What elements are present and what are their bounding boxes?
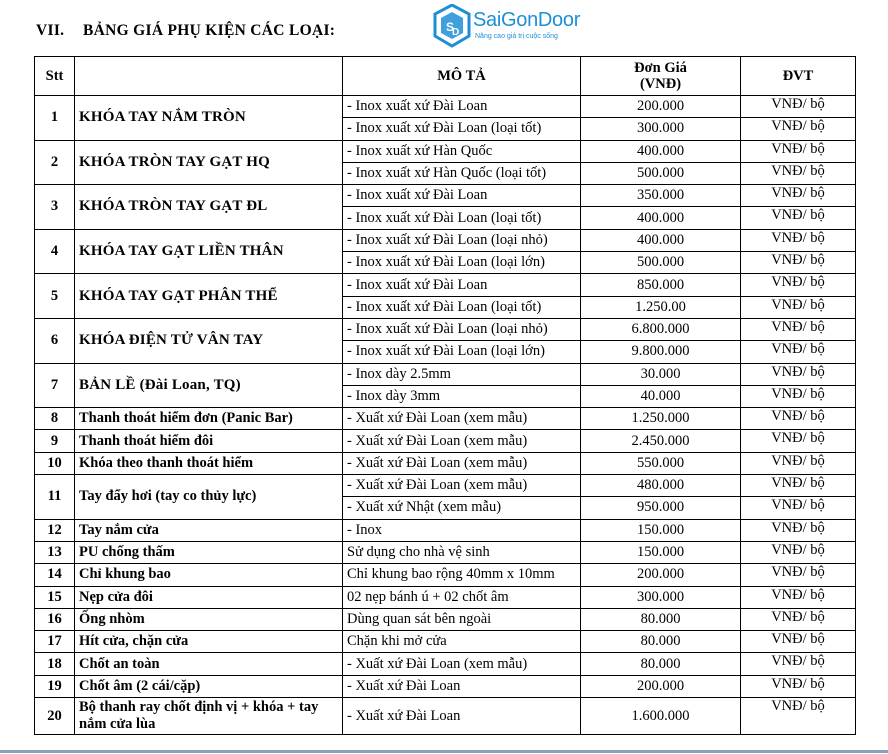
- row-product-name: Chốt an toàn: [75, 653, 343, 675]
- table-row: [35, 675, 856, 697]
- table-row: [35, 185, 856, 207]
- row-stt: 20: [35, 698, 75, 735]
- row-unit: VNĐ/ bộ: [741, 430, 856, 452]
- row-description: - Xuất xứ Đài Loan: [343, 675, 581, 697]
- row-description: - Xuất xứ Đài Loan (xem mẫu): [343, 408, 581, 430]
- row-unit: VNĐ/ bộ: [741, 586, 856, 608]
- saigondoor-logo-icon: [433, 4, 471, 48]
- row-description: - Inox xuất xứ Hàn Quốc: [343, 140, 581, 162]
- row-product-name: Khóa theo thanh thoát hiểm: [75, 452, 343, 474]
- row-stt: 7: [35, 363, 75, 408]
- table-row: [35, 408, 856, 430]
- table-row: [35, 541, 856, 563]
- row-product-name: Chỉ khung bao: [75, 564, 343, 586]
- row-unit: VNĐ/ bộ: [741, 385, 856, 407]
- row-description: Sử dụng cho nhà vệ sinh: [343, 541, 581, 563]
- row-unit: VNĐ/ bộ: [741, 475, 856, 497]
- row-stt: 18: [35, 653, 75, 675]
- header-price-line1: Đơn Giá: [634, 60, 687, 76]
- table-row: [35, 229, 856, 251]
- row-price: 40.000: [581, 385, 741, 407]
- row-stt: 11: [35, 475, 75, 520]
- row-unit: VNĐ/ bộ: [741, 118, 856, 140]
- row-unit: VNĐ/ bộ: [741, 564, 856, 586]
- row-unit: VNĐ/ bộ: [741, 363, 856, 385]
- row-description: Chỉ khung bao rộng 40mm x 10mm: [343, 564, 581, 586]
- row-stt: 9: [35, 430, 75, 452]
- row-stt: 2: [35, 140, 75, 185]
- brand-logo: [433, 4, 593, 48]
- row-stt: 12: [35, 519, 75, 541]
- table-row: [35, 274, 856, 296]
- row-description: - Inox xuất xứ Đài Loan: [343, 274, 581, 296]
- row-price: 1.250.000: [581, 408, 741, 430]
- row-stt: 14: [35, 564, 75, 586]
- row-price: 200.000: [581, 564, 741, 586]
- row-stt: 4: [35, 229, 75, 274]
- row-description: - Xuất xứ Đài Loan (xem mẫu): [343, 653, 581, 675]
- table-body: [35, 96, 856, 735]
- row-unit: VNĐ/ bộ: [741, 140, 856, 162]
- row-product-name: Tay nắm cửa: [75, 519, 343, 541]
- row-description: - Inox: [343, 519, 581, 541]
- row-description: Dùng quan sát bên ngoài: [343, 608, 581, 630]
- row-product-name: Ống nhòm: [75, 608, 343, 630]
- table-row: [35, 140, 856, 162]
- row-price: 400.000: [581, 207, 741, 229]
- row-unit: VNĐ/ bộ: [741, 252, 856, 274]
- row-price: 2.450.000: [581, 430, 741, 452]
- row-price: 850.000: [581, 274, 741, 296]
- header-name: [75, 57, 343, 96]
- page-bottom-rule: [0, 750, 888, 753]
- row-unit: VNĐ/ bộ: [741, 341, 856, 363]
- row-unit: VNĐ/ bộ: [741, 185, 856, 207]
- section-title-text: BẢNG GIÁ PHỤ KIỆN CÁC LOẠI:: [83, 22, 336, 39]
- row-unit: VNĐ/ bộ: [741, 519, 856, 541]
- row-product-name: KHÓA TRÒN TAY GẠT HQ: [75, 140, 343, 185]
- logo-brand-name: SaiGonDoor: [473, 9, 581, 31]
- table-header-row: [35, 57, 856, 96]
- row-description: 02 nẹp bánh ú + 02 chốt âm: [343, 586, 581, 608]
- table-row: [35, 631, 856, 653]
- row-product-name: KHÓA TRÒN TAY GẠT ĐL: [75, 185, 343, 230]
- row-product-name: Hít cửa, chặn cửa: [75, 631, 343, 653]
- row-description: - Inox xuất xứ Đài Loan: [343, 96, 581, 118]
- row-product-name: Chốt âm (2 cái/cặp): [75, 675, 343, 697]
- row-price: 80.000: [581, 653, 741, 675]
- row-product-name: KHÓA ĐIỆN TỬ VÂN TAY: [75, 318, 343, 363]
- table-row: [35, 475, 856, 497]
- row-description: - Inox xuất xứ Đài Loan (loại nhỏ): [343, 318, 581, 340]
- section-number: VII.: [36, 22, 65, 39]
- row-stt: 5: [35, 274, 75, 319]
- row-price: 1.250.00: [581, 296, 741, 318]
- row-price: 150.000: [581, 519, 741, 541]
- header-price: [581, 57, 741, 96]
- logo-tagline: Nâng cao giá trị cuộc sống: [475, 33, 558, 40]
- row-price: 480.000: [581, 475, 741, 497]
- row-description: - Inox xuất xứ Hàn Quốc (loại tốt): [343, 162, 581, 184]
- table-row: [35, 96, 856, 118]
- row-unit: VNĐ/ bộ: [741, 296, 856, 318]
- svg-text:S: S: [446, 20, 455, 34]
- row-description: - Inox xuất xứ Đài Loan: [343, 185, 581, 207]
- row-product-name: Tay đẩy hơi (tay co thủy lực): [75, 475, 343, 520]
- row-price: 9.800.000: [581, 341, 741, 363]
- row-stt: 1: [35, 96, 75, 141]
- row-stt: 3: [35, 185, 75, 230]
- table-row: [35, 698, 856, 735]
- row-price: 300.000: [581, 118, 741, 140]
- row-unit: VNĐ/ bộ: [741, 207, 856, 229]
- row-product-name: PU chống thấm: [75, 541, 343, 563]
- row-unit: VNĐ/ bộ: [741, 608, 856, 630]
- row-price: 200.000: [581, 96, 741, 118]
- row-price: 1.600.000: [581, 698, 741, 735]
- row-description: - Inox xuất xứ Đài Loan (loại tốt): [343, 207, 581, 229]
- row-product-name: BẢN LỀ (Đài Loan, TQ): [75, 363, 343, 408]
- row-product-name: KHÓA TAY GẠT PHÂN THỂ: [75, 274, 343, 319]
- row-unit: VNĐ/ bộ: [741, 497, 856, 519]
- row-unit: VNĐ/ bộ: [741, 698, 856, 735]
- row-description: - Xuất xứ Đài Loan (xem mẫu): [343, 430, 581, 452]
- row-price: 300.000: [581, 586, 741, 608]
- row-description: - Xuất xứ Đài Loan (xem mẫu): [343, 452, 581, 474]
- row-product-name: Nẹp cửa đôi: [75, 586, 343, 608]
- header-unit: ĐVT: [741, 57, 856, 96]
- row-description: - Xuất xứ Nhật (xem mẫu): [343, 497, 581, 519]
- row-price: 950.000: [581, 497, 741, 519]
- row-stt: 13: [35, 541, 75, 563]
- row-stt: 19: [35, 675, 75, 697]
- row-unit: VNĐ/ bộ: [741, 318, 856, 340]
- row-unit: VNĐ/ bộ: [741, 541, 856, 563]
- row-description: - Xuất xứ Đài Loan (xem mẫu): [343, 475, 581, 497]
- row-stt: 8: [35, 408, 75, 430]
- row-price: 80.000: [581, 608, 741, 630]
- row-product-name: Thanh thoát hiểm đôi: [75, 430, 343, 452]
- row-description: - Xuất xứ Đài Loan: [343, 698, 581, 735]
- row-stt: 6: [35, 318, 75, 363]
- row-price: 550.000: [581, 452, 741, 474]
- row-price: 500.000: [581, 252, 741, 274]
- row-product-name: KHÓA TAY GẠT LIỀN THÂN: [75, 229, 343, 274]
- row-stt: 16: [35, 608, 75, 630]
- row-price: 150.000: [581, 541, 741, 563]
- table-row: [35, 430, 856, 452]
- row-stt: 10: [35, 452, 75, 474]
- row-price: 80.000: [581, 631, 741, 653]
- table-row: [35, 519, 856, 541]
- row-unit: VNĐ/ bộ: [741, 96, 856, 118]
- row-price: 400.000: [581, 229, 741, 251]
- row-unit: VNĐ/ bộ: [741, 274, 856, 296]
- table-row: [35, 363, 856, 385]
- table-row: [35, 608, 856, 630]
- header-price-line2: (VNĐ): [639, 76, 682, 92]
- row-description: Chặn khi mở cửa: [343, 631, 581, 653]
- row-unit: VNĐ/ bộ: [741, 229, 856, 251]
- row-price: 6.800.000: [581, 318, 741, 340]
- row-unit: VNĐ/ bộ: [741, 653, 856, 675]
- row-price: 30.000: [581, 363, 741, 385]
- table-row: [35, 452, 856, 474]
- header-desc: MÔ TẢ: [343, 57, 581, 96]
- row-stt: 15: [35, 586, 75, 608]
- row-unit: VNĐ/ bộ: [741, 675, 856, 697]
- row-description: - Inox dày 3mm: [343, 385, 581, 407]
- row-product-name: KHÓA TAY NẮM TRÒN: [75, 96, 343, 141]
- row-product-name: Bộ thanh ray chốt định vị + khóa + tay nắm cửa lùa: [75, 698, 343, 735]
- row-description: - Inox xuất xứ Đài Loan (loại tốt): [343, 296, 581, 318]
- row-stt: 17: [35, 631, 75, 653]
- svg-text:D: D: [452, 27, 460, 38]
- row-price: 200.000: [581, 675, 741, 697]
- row-unit: VNĐ/ bộ: [741, 162, 856, 184]
- section-title: [36, 22, 335, 40]
- table-row: [35, 564, 856, 586]
- row-description: - Inox xuất xứ Đài Loan (loại lớn): [343, 341, 581, 363]
- row-unit: VNĐ/ bộ: [741, 452, 856, 474]
- table-row: [35, 586, 856, 608]
- row-price: 500.000: [581, 162, 741, 184]
- table-row: [35, 653, 856, 675]
- header: [36, 0, 856, 56]
- table-row: [35, 318, 856, 340]
- row-unit: VNĐ/ bộ: [741, 408, 856, 430]
- row-product-name: Thanh thoát hiểm đơn (Panic Bar): [75, 408, 343, 430]
- row-price: 400.000: [581, 140, 741, 162]
- row-description: - Inox xuất xứ Đài Loan (loại lớn): [343, 252, 581, 274]
- row-price: 350.000: [581, 185, 741, 207]
- row-description: - Inox xuất xứ Đài Loan (loại tốt): [343, 118, 581, 140]
- header-stt: Stt: [35, 57, 75, 96]
- row-unit: VNĐ/ bộ: [741, 631, 856, 653]
- row-description: - Inox xuất xứ Đài Loan (loại nhỏ): [343, 229, 581, 251]
- row-description: - Inox dày 2.5mm: [343, 363, 581, 385]
- price-table: [34, 56, 856, 735]
